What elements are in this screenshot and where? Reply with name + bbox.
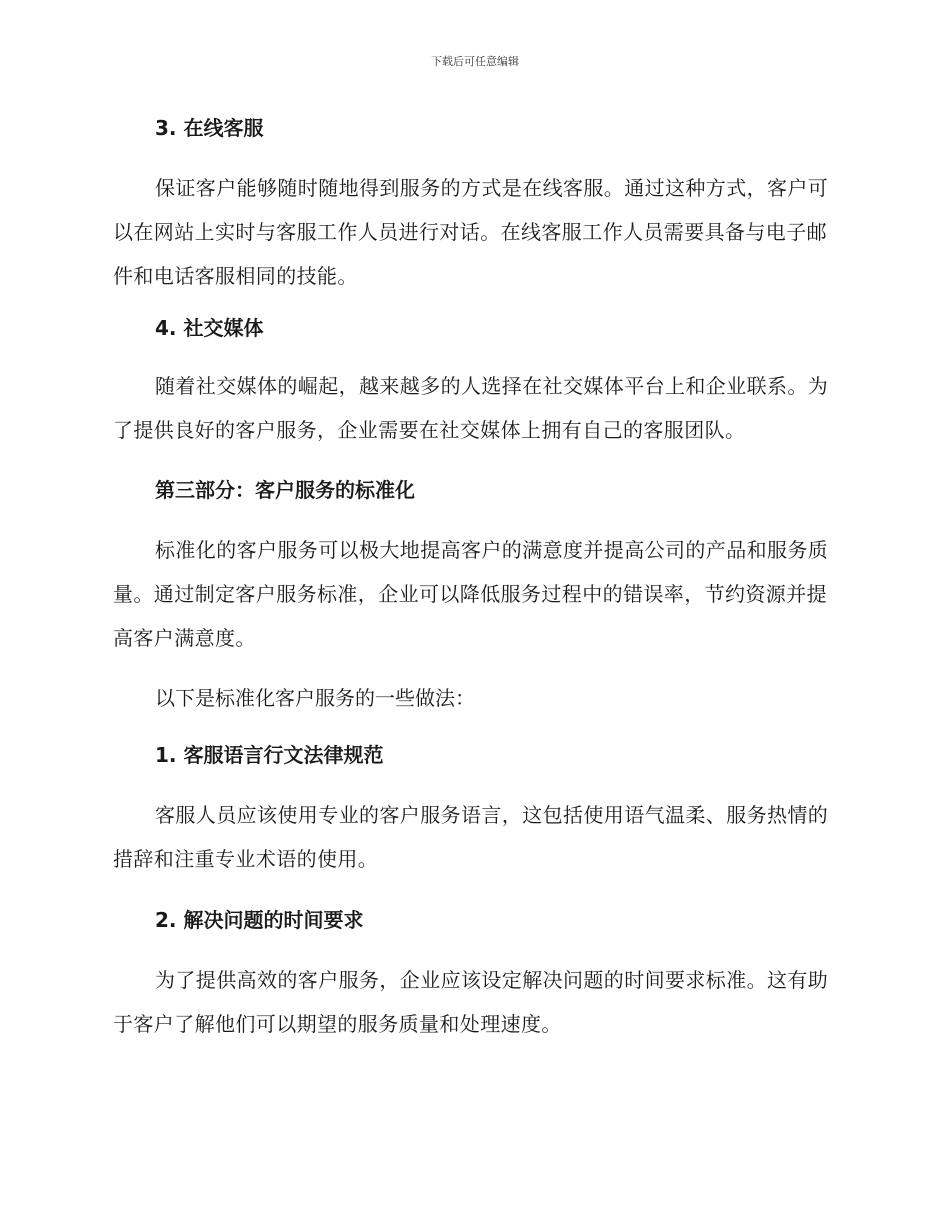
section-heading-time-requirement: 2. 解决问题的时间要求 bbox=[155, 908, 364, 932]
paragraph-service-language: 客服人员应该使用专业的客户服务语言，这包括使用语气温柔、服务热情的措辞和注重专业术语的使用。 bbox=[113, 803, 829, 871]
section-heading-part-three: 第三部分：客户服务的标准化 bbox=[155, 478, 415, 502]
page-header: 下载后可任意编辑 bbox=[431, 55, 519, 68]
paragraph-online-service: 保证客户能够随时随地得到服务的方式是在线客服。通过这种方式，客户可以在网站上实时与客服工作人员进行对话。在线客服工作人员需要具备与电子邮件和电话客服相同的技能。 bbox=[113, 176, 829, 288]
document-body bbox=[113, 112, 833, 1046]
paragraph-part-three: 标准化的客户服务可以极大地提高客户的满意度并提高公司的产品和服务质量。通过制定客户服务标准，企业可以降低服务过程中的错误率，节约资源并提高客户满意度。 bbox=[113, 538, 829, 650]
paragraph-time-requirement: 为了提供高效的客户服务，企业应该设定解决问题的时间要求标准。这有助于客户了解他们可以期望的服务质量和处理速度。 bbox=[113, 968, 829, 1036]
section-heading-social-media: 4. 社交媒体 bbox=[155, 316, 264, 340]
section-heading-service-language: 1. 客服语言行文法律规范 bbox=[155, 743, 384, 767]
section-heading-online-service: 3. 在线客服 bbox=[155, 116, 264, 140]
paragraph-practices-intro: 以下是标准化客户服务的一些做法： bbox=[155, 686, 475, 710]
paragraph-social-media: 随着社交媒体的崛起，越来越多的人选择在社交媒体平台上和企业联系。为了提供良好的客户服务，企业需要在社交媒体上拥有自己的客服团队。 bbox=[113, 374, 829, 442]
